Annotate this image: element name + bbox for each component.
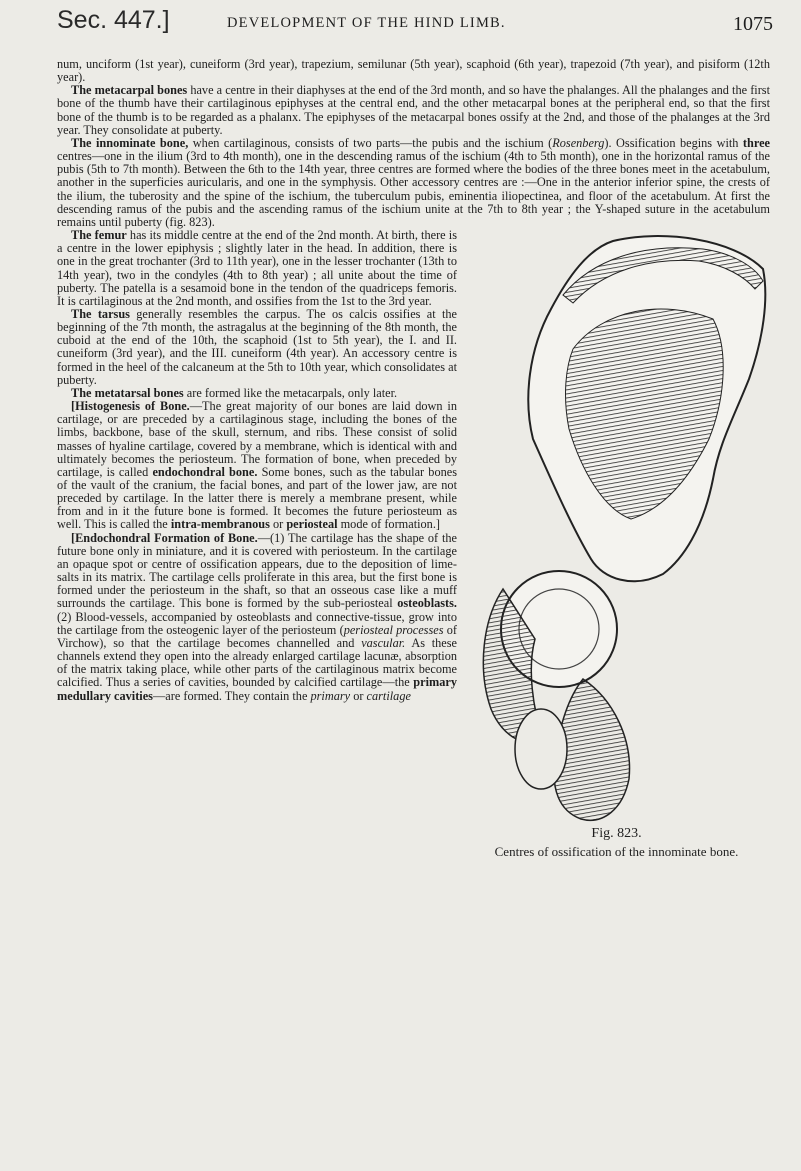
term-tarsus: The tarsus [71, 306, 130, 321]
term-endochondral: [Endochondral Formation of Bone. [71, 530, 258, 545]
term-metacarpal: The metacarpal bones [71, 83, 188, 98]
paragraph-histogenesis: [Histogenesis of Bone.—The great majority of our bones are laid down in cartilage, or are preceded by a cartilaginous stage, including the bones of the limbs, backbone, base of the skull, sternum, and ribs. These consist of solid masses of hyaline cartilage, covered by a membrane, which is identical with and ultimately becomes the periosteum. The formation of bone, when preceded by cartilage, is called endochondral bone. Some bones, such as the tabular bones of the vault of the cranium, the facial bones, and part of the lower jaw, are not preceded by cartilage. In the latter there is merely a membrane present, while from and in it the future bone is formed. It becomes the future periosteum as well. This is called the intra-membranous or periosteal mode of formation.] [57, 399, 457, 532]
chapter-title: DEVELOPMENT OF THE HIND LIMB. [227, 15, 506, 31]
figure-823 [463, 229, 770, 877]
paragraph-femur: The femur has its middle centre at the end of the 2nd month. At birth, there is a centre in the lower epiphysis ; slightly later in the head. In addition, there is one in the great trochanter (3rd to 11th year), one in the lesser trochanter (13th to 14th year), two in the condyles (4th to 8th year) ; all unite about the time of puberty. The patella is a sesamoid bone in the tendon of the quadriceps femoris. It is cartilaginous at the 2nd month, and ossifies from the 1st to the 3rd year. [57, 228, 457, 308]
paragraph-metatarsal: The metatarsal bones are formed like the metacarpals, only later. [71, 385, 398, 400]
section-number: Sec. 447.] [57, 6, 170, 34]
obturator-foramen [515, 709, 567, 789]
innominate-bone-illustration [463, 229, 770, 829]
paragraph-innominate: The innominate bone, when cartilaginous, consists of two parts—the pubis and the ischium (Rosenberg). Ossification begins with three centres—one in the ilium (3rd to 4th month), one in the descending ramus of the ischium (4th to 5th month), one in the horizontal ramus of the pubis (5th to 7th month). Between the 6th to the 14th year, three centres are formed where the bodies of the three bones meet in the acetabulum, another in the superficies auricularis, and one in the symphysis. Other accessory centres are :—One in the anterior inferior spine, the crests of the ilium, the tuberosity and the spine of the ischium, the tuberculum pubis, eminentia iliopectinea, and floor of the acetabulum. At first the descending ramus of the pubis and the ascending ramus of the ischium unite at the 7th to 8th year ; the Y-shaped suture in the acetabulum remains until puberty (fig. 823). [57, 135, 771, 229]
paragraph-carpus-continued: num, unciform (1st year), cuneiform (3rd year), trapezium, semilunar (5th year), scaphoid (6th year), trapezoid (7th year), and pisiform (12th year). [57, 57, 770, 85]
page-number: 1075 [733, 13, 773, 35]
body-text [57, 58, 770, 877]
figure-caption: Centres of ossification of the innominate bone. [494, 844, 739, 860]
running-header [57, 4, 773, 44]
term-histogenesis: [Histogenesis of Bone. [71, 399, 190, 414]
paragraph-metacarpal: The metacarpal bones have a centre in their diaphyses at the end of the 3rd month, and so have the phalanges. All the phalanges and the first bone of the thumb have their cartilaginous epiphyses at the central end, and the other metacarpal bones at the peripheral end, so that the first bone of the thumb is to be regarded as a phalanx. The epiphyses of the metacarpal bones ossify at the 2nd, and those of the phalanges at the 3rd year. They consolidate at puberty. [57, 83, 771, 137]
figure-label: Fig. 823. [591, 826, 642, 842]
term-innominate: The innominate bone, [71, 135, 189, 150]
term-metatarsal: The metatarsal bones [71, 385, 184, 400]
paragraph-tarsus: The tarsus generally resembles the carpus. The os calcis ossifies at the beginning of the 7th month, the astragalus at the beginning of the 8th month, the cuboid at the end of the 10th, the scaphoid (1st to 5th year), the I. and II. cuneiform (3rd year), and the III. cuneiform (4th year). An accessory centre is formed in the heel of the calcaneum at the 5th to 10th year, which consolidates at puberty. [57, 306, 457, 387]
paragraph-endochondral: [Endochondral Formation of Bone.—(1) The cartilage has the shape of the future bone only in miniature, and it is covered with periosteum. In the cartilage an opaque spot or centre of ossification appears, due to the deposition of lime-salts in its matrix. The cartilage cells proliferate in this area, but the first bone is formed under the periosteum in the shaft, so that an osseous case like a muff surrounds the cartilage. This bone is formed by the sub-periosteal osteoblasts. (2) Blood-vessels, accompanied by osteoblasts and connective-tissue, grow into the cartilage from the osteogenic layer of the periosteum (periosteal processes of Virchow), so that the cartilage becomes channelled and vascular. As these channels extend they open into the already enlarged cartilage lacunæ, absorption of the matrix taking place, while other parts of the cartilaginous matrix become calcified. Thus a series of cavities, bounded by calcified cartilage—the primary medullary cavities—are formed. They contain the primary or cartilage [57, 530, 458, 703]
term-femur: The femur [71, 228, 127, 243]
